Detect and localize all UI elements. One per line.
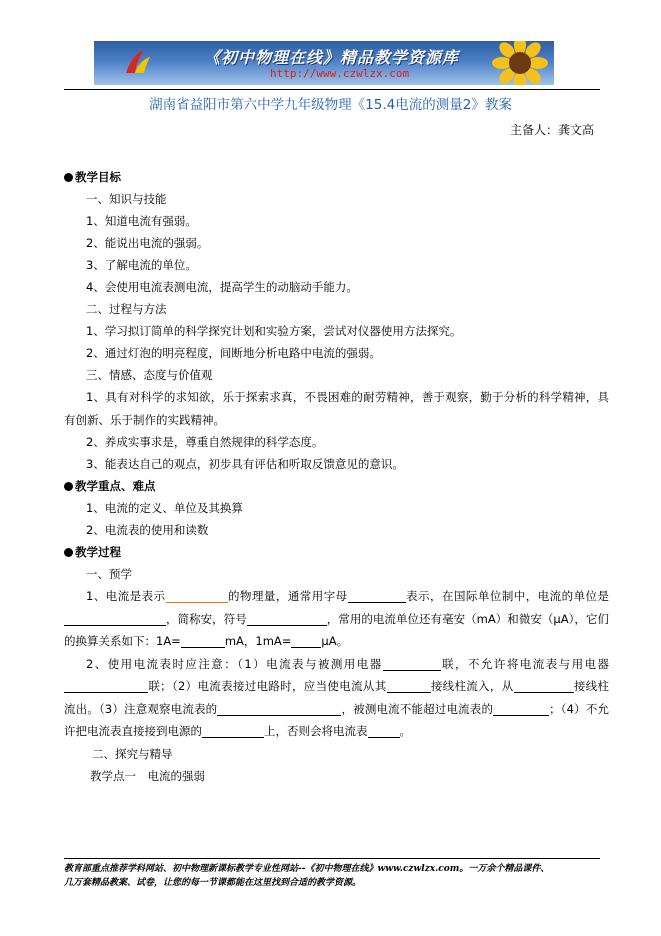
- footer: [64, 862, 604, 890]
- process-item: 1、学习拟订简单的科学探究计划和实验方案，尝试对仪器使用方法探究。: [86, 324, 462, 338]
- goals-heading: 教学目标: [64, 166, 609, 188]
- teaching-point-1: 教学点一 电流的强弱: [90, 768, 205, 783]
- footer-line: 教育部重点推荐学科网站、初中物理新课标教学专业性网站--《初中物理在线》www.czwlzx.com。一万余个精品课件、: [64, 864, 550, 874]
- fill-blank[interactable]: [368, 723, 400, 738]
- bullet-icon: [64, 548, 73, 557]
- knowledge-item: 3、了解电流的单位。: [86, 258, 197, 272]
- process-item: 2、通过灯泡的明亮程度，间断地分析电路中电流的强弱。: [86, 346, 381, 360]
- procedure-heading: 教学过程: [64, 541, 609, 563]
- author-line: 主备人：龚文高: [509, 123, 594, 137]
- fill-blank[interactable]: [247, 611, 327, 626]
- key-item: 2、电流表的使用和读数: [86, 523, 209, 537]
- knowledge-item: 2、能说出电流的强弱。: [86, 236, 209, 250]
- process-heading: 二、过程与方法: [86, 302, 167, 316]
- header-rule: [64, 89, 600, 90]
- fill-blank[interactable]: [202, 723, 264, 738]
- footer-line: 几万套精品教案、试卷，让您的每一节课都能在这里找到合适的教学资源。: [64, 878, 362, 888]
- header-banner: [94, 41, 554, 85]
- preview-heading: 一、预学: [86, 567, 132, 581]
- fill-blank[interactable]: [514, 678, 574, 693]
- preview-question-1: 1、电流是表示 的物理量，通常用字母 表示，在国际单位制中，电流的单位是，简称安，符号 ，常用的电流单位还有毫安（mA）和微安（μA），它们的换算关系如下：1A= mA，1mA= μA。: [64, 589, 610, 648]
- bullet-icon: [64, 482, 73, 491]
- fill-blank[interactable]: [64, 611, 166, 626]
- knowledge-item: 4、会使用电流表测电流，提高学生的动脑动手能力。: [86, 280, 358, 294]
- knowledge-item: 1、知道电流有强弱。: [86, 214, 197, 228]
- logo-mark-icon: [122, 47, 152, 77]
- fill-blank[interactable]: [217, 701, 341, 716]
- emotion-item: 1、具有对科学的求知欲，乐于探索求真，不畏困难的耐劳精神，善于观察，勤于分析的科学精神，具有创新、乐于制作的实践精神。: [64, 390, 609, 427]
- emotion-heading: 三、情感、态度与价值观: [86, 368, 213, 382]
- knowledge-heading: 一、知识与技能: [86, 192, 167, 206]
- preview-question-2: 2、使用电流表时应注意：（1）电流表与被测用电器 联，不允许将电流表与用电器联；（2）电流表接过电路时，应当使电流从其 接线柱流入，从 接线柱流出。（3）注意观察电流表的 ，被测电流不能超过电流表的 ；（4）不允许把电流表直接接到电源的 上，否则会将电流表 。: [64, 656, 609, 738]
- emotion-item: 2、养成实事求是，尊重自然规律的科学态度。: [86, 435, 324, 449]
- footer-rule: [64, 858, 600, 859]
- fill-blank[interactable]: [383, 656, 441, 671]
- key-heading: 教学重点、难点: [64, 475, 609, 497]
- explore-heading: 二、探究与精导: [92, 746, 173, 761]
- page-title: 湖南省益阳市第六中学九年级物理《15.4电流的测量2》教案: [149, 97, 512, 113]
- fill-blank[interactable]: [291, 633, 321, 648]
- fill-blank[interactable]: [181, 633, 225, 648]
- fill-blank[interactable]: [387, 678, 431, 693]
- bullet-icon: [64, 173, 73, 182]
- fill-blank[interactable]: [166, 588, 228, 603]
- document-body: [64, 166, 609, 787]
- sunflower-icon: [490, 41, 548, 85]
- emotion-item: 3、能表达自己的观点，初步具有评估和听取反馈意见的意识。: [86, 457, 404, 471]
- fill-blank[interactable]: [64, 678, 148, 693]
- banner-url: http://www.czwlzx.com: [270, 67, 410, 80]
- fill-blank[interactable]: [348, 588, 406, 603]
- banner-title: 《初中物理在线》精品教学资源库: [204, 48, 460, 67]
- key-item: 1、电流的定义、单位及其换算: [86, 501, 243, 515]
- fill-blank[interactable]: [493, 701, 549, 716]
